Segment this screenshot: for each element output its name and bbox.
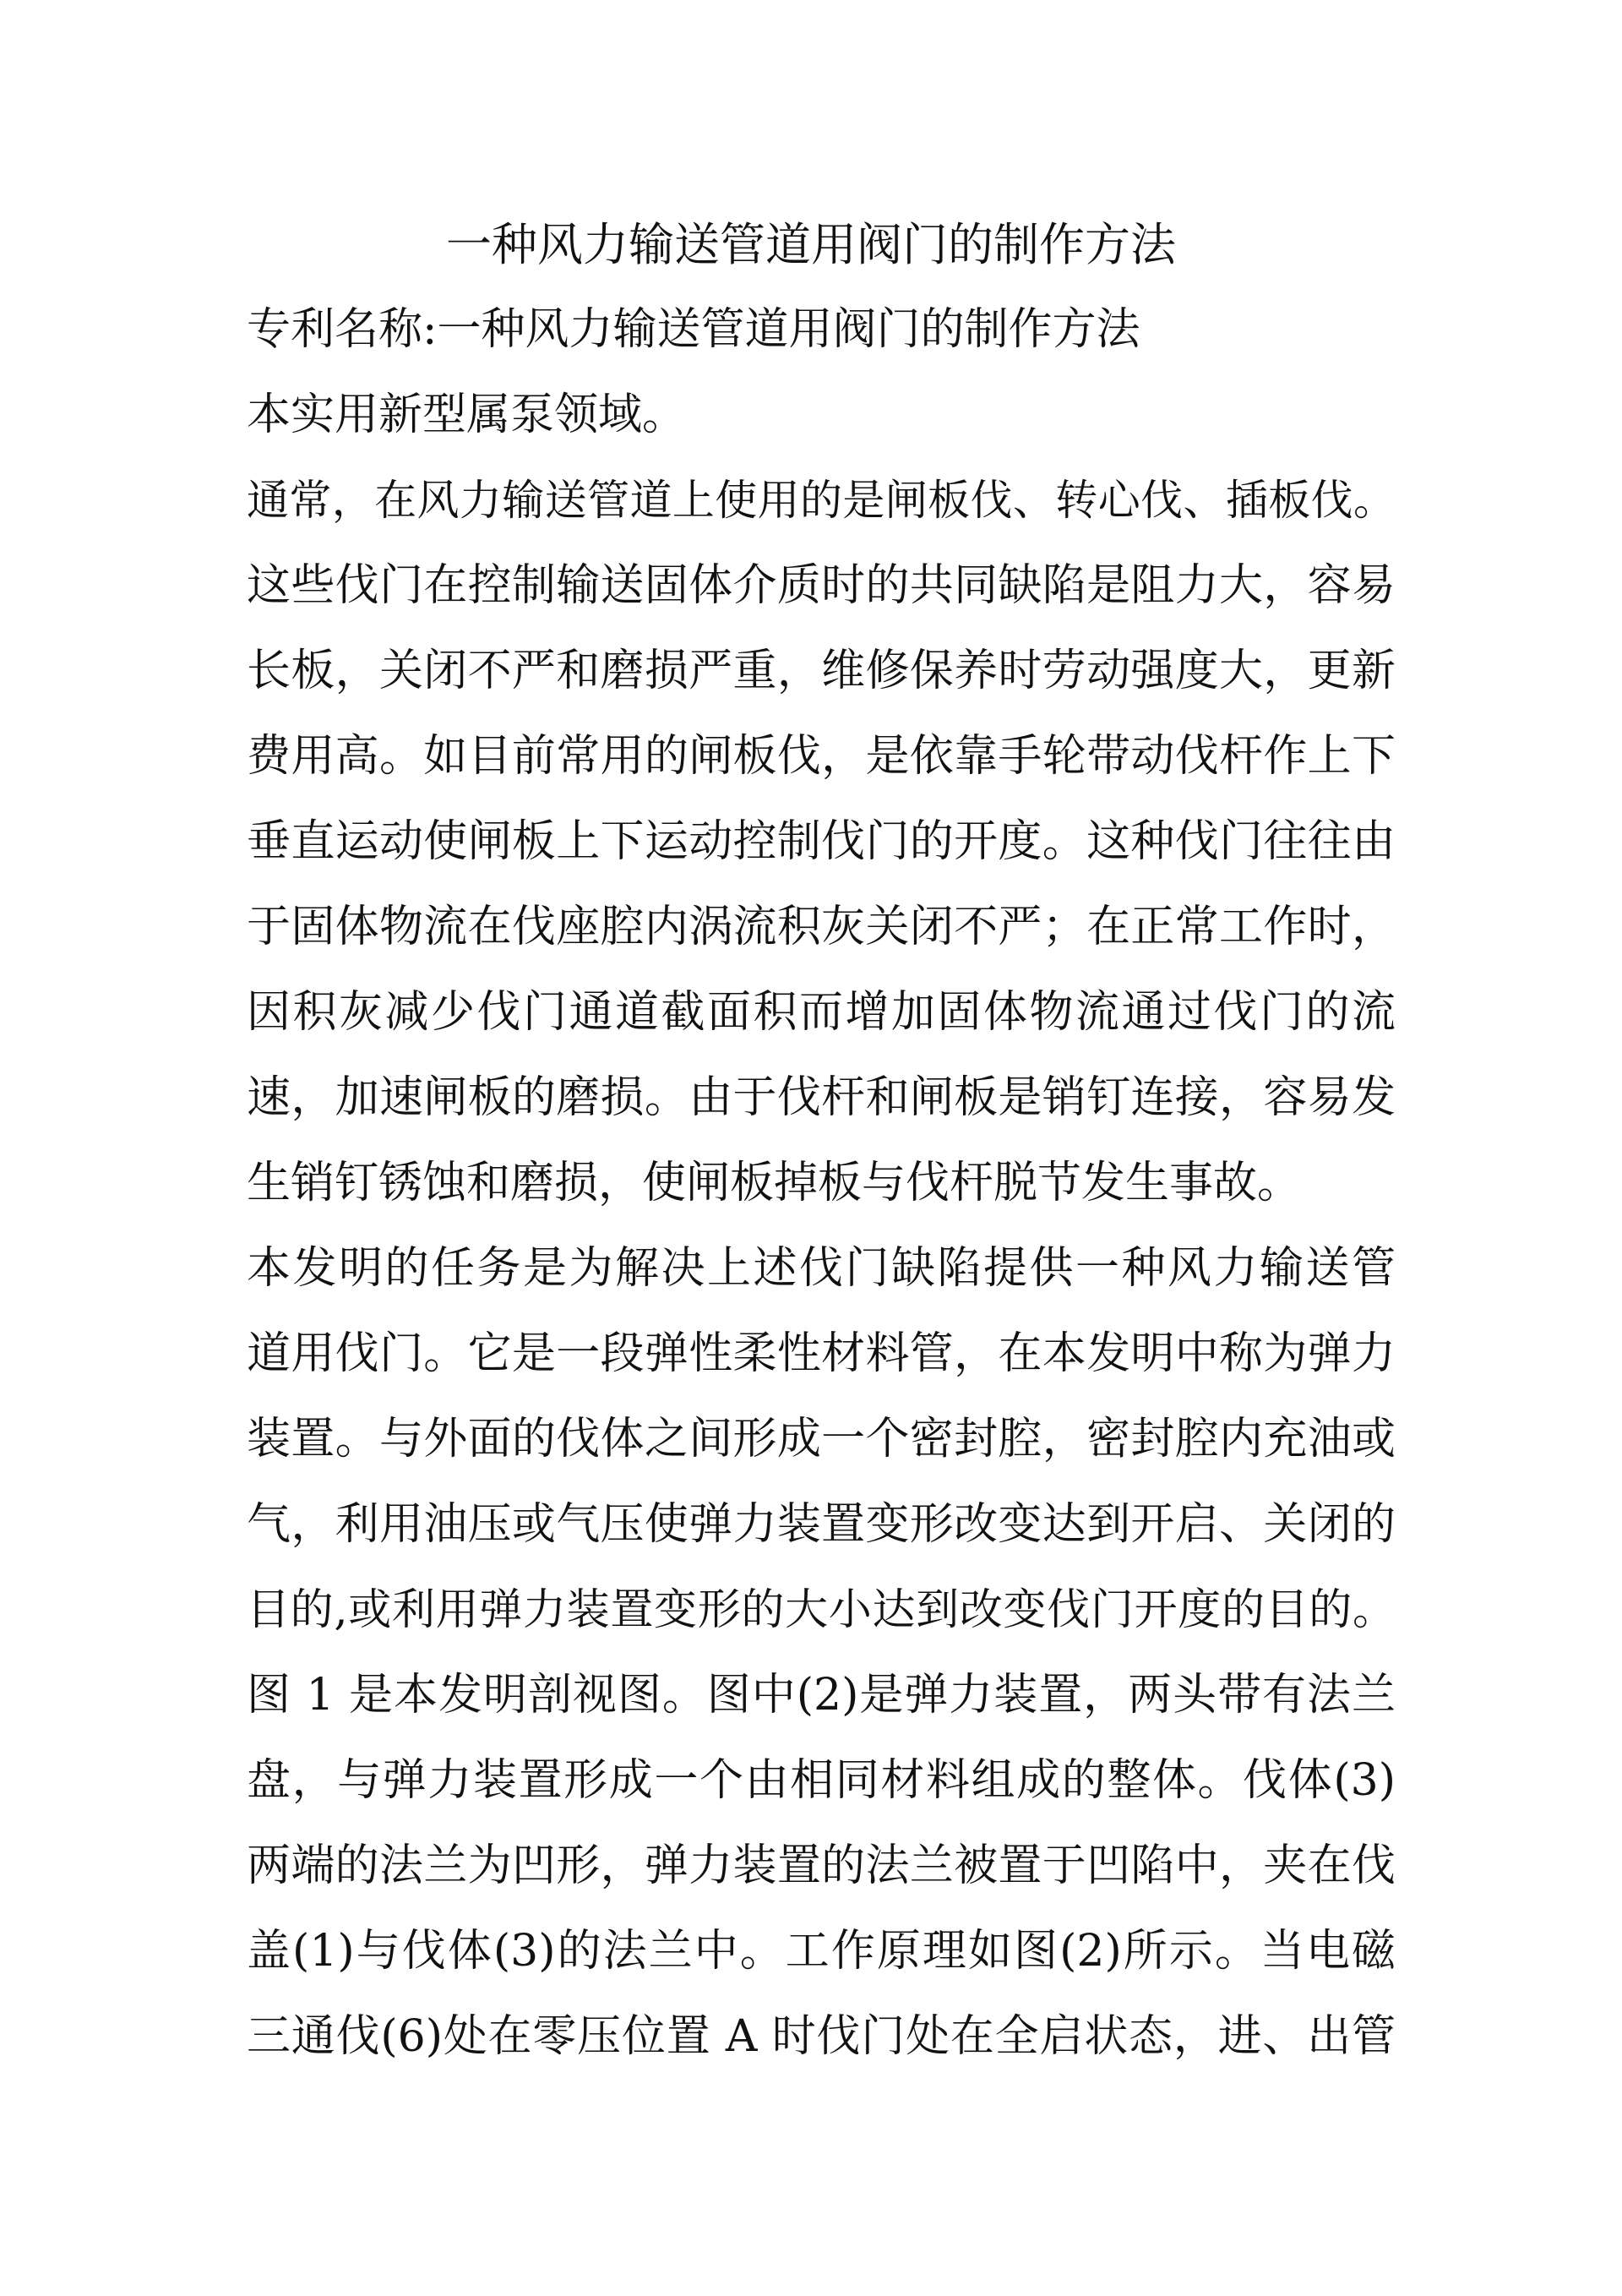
- document-body: [247, 287, 1396, 2080]
- text-line: 道用伐门。它是一段弹性柔性材料管，在本发明中称为弹力: [247, 1328, 1396, 1379]
- text-line: 通常，在风力输送管道上使用的是闸板伐、转心伐、插板伐。: [247, 476, 1396, 525]
- document-title: 一种风力输送管道用阀门的制作方法: [446, 218, 1176, 271]
- text-line: 费用高。如目前常用的闸板伐，是依靠手轮带动伐杆作上下: [247, 731, 1396, 782]
- text-line: 盘，与弹力装置形成一个由相同材料组成的整体。伐体(3): [247, 1755, 1396, 1806]
- text-line: 专利名称:一种风力输送管道用阀门的制作方法: [247, 304, 1140, 355]
- text-line: 三通伐(6)处在零压位置 A 时伐门处在全启状态，进、出管: [247, 2011, 1396, 2062]
- text-line: 速，加速闸板的磨损。由于伐杆和闸板是销钉连接，容易发: [247, 1072, 1396, 1123]
- text-line: 目的,或利用弹力装置变形的大小达到改变伐门开度的目的。: [247, 1585, 1396, 1635]
- text-line: 气，利用油压或气压使弹力装置变形改变达到开启、关闭的: [247, 1499, 1396, 1550]
- text-line: 生销钉锈蚀和磨损，使闸板掉板与伐杆脱节发生事故。: [247, 1158, 1302, 1208]
- text-line: 长板，关闭不严和磨损严重，维修保养时劳动强度大，更新: [247, 646, 1396, 696]
- text-line: 于固体物流在伐座腔内涡流积灰关闭不严；在正常工作时，: [247, 902, 1396, 952]
- text-line: 两端的法兰为凹形，弹力装置的法兰被置于凹陷中，夹在伐: [247, 1841, 1396, 1891]
- text-line: 盖(1)与伐体(3)的法兰中。工作原理如图(2)所示。当电磁: [247, 1926, 1396, 1977]
- text-line: 本发明的任务是为解决上述伐门缺陷提供一种风力输送管: [247, 1243, 1396, 1294]
- text-line: 这些伐门在控制输送固体介质时的共同缺陷是阻力大，容易: [247, 560, 1396, 611]
- text-line: 因积灰减少伐门通道截面积而增加固体物流通过伐门的流: [247, 987, 1396, 1038]
- text-line: 图 1 是本发明剖视图。图中(2)是弹力装置，两头带有法兰: [247, 1670, 1396, 1721]
- text-line: 装置。与外面的伐体之间形成一个密封腔，密封腔内充油或: [247, 1414, 1396, 1464]
- text-line: 本实用新型属泵领域。: [247, 390, 687, 440]
- text-line: 垂直运动使闸板上下运动控制伐门的开度。这种伐门往往由: [247, 816, 1396, 867]
